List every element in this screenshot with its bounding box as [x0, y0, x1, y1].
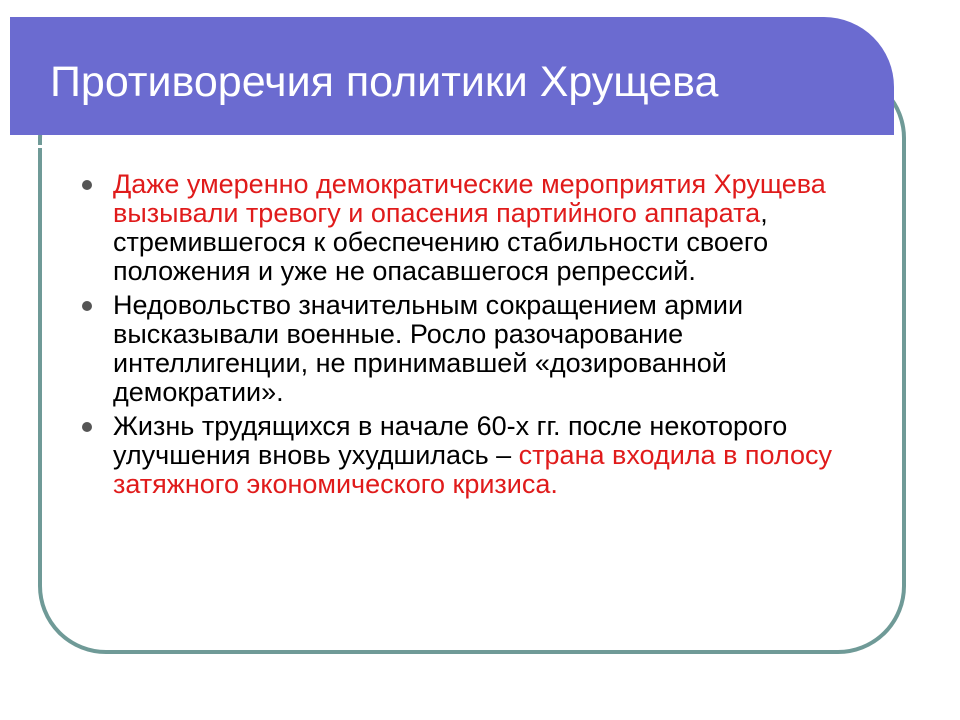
title-bar — [10, 17, 894, 135]
bullet-3-highlight: страна входила в полосу затяжного экономического кризиса. — [113, 440, 833, 499]
bullet-1-text: , стремившегося к обеспечению стабильности своего положения и уже не опасавшегося репрессий. — [113, 198, 769, 286]
bullet-item-3 — [75, 412, 875, 499]
bullet-item-1 — [75, 170, 875, 286]
bullet-item-2 — [75, 291, 875, 407]
bullet-2-text: Недовольство значительным сокращением армии высказывали военные. Росло разочарование интеллигенции, не принимавшей «дозированной демократии». — [113, 290, 744, 407]
bullet-icon — [82, 422, 92, 432]
slide-title: Противоречия политики Хрущева — [50, 58, 719, 106]
bullet-1-highlight: Даже умеренно демократические мероприятия Хрущева вызывали тревогу и опасения партийного аппарата — [113, 169, 826, 228]
bullet-list — [75, 170, 875, 504]
bullet-icon — [82, 301, 92, 311]
bullet-icon — [82, 180, 92, 190]
bullet-3-text: Жизнь трудящихся в начале 60-х гг. после некоторого улучшения вновь ухудшилась – — [113, 411, 788, 470]
title-underline — [20, 145, 858, 148]
